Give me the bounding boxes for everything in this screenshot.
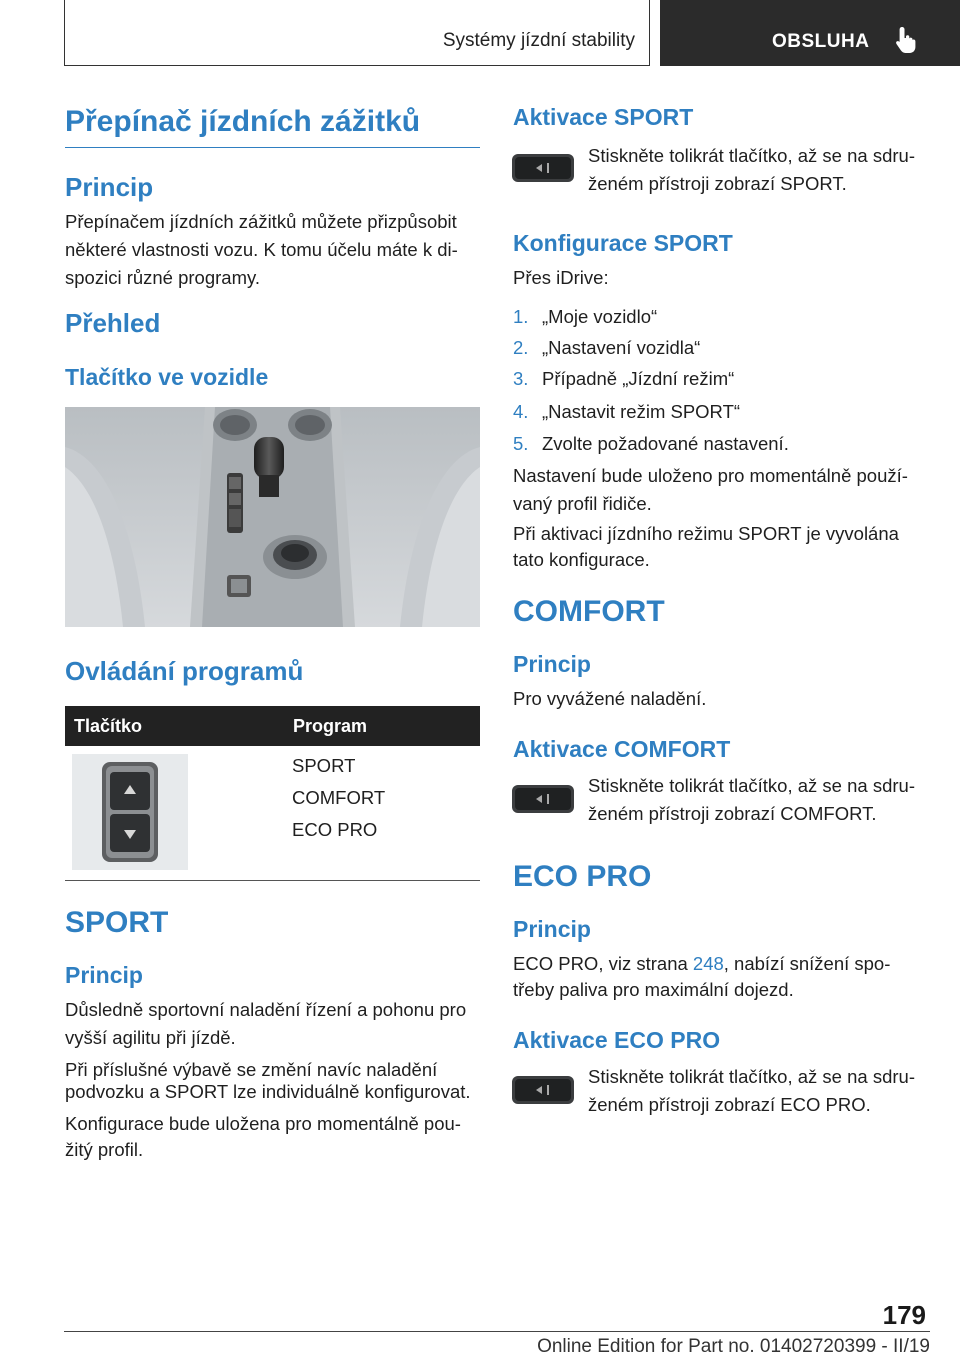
comfort-activation-text-1: Stiskněte tolikrát tlačítko, až se na sdru- <box>588 775 915 796</box>
step-1-number: 1. <box>513 306 529 327</box>
step-1-text: „Moje vozidlo“ <box>542 306 658 327</box>
comfort-principle-text: Pro vyvážené naladění. <box>513 688 707 709</box>
program-sport: SPORT <box>292 755 356 776</box>
via-idrive-text: Přes iDrive: <box>513 267 609 288</box>
comfort-principle-heading: Princip <box>513 651 591 677</box>
sport-text-3a: Konfigurace bude uložena pro momentálně pou- <box>65 1113 461 1134</box>
button-in-vehicle-heading: Tlačítko ve vozidle <box>65 364 269 390</box>
step-2-number: 2. <box>513 337 529 358</box>
hand-pointer-icon <box>893 25 921 55</box>
principle-text-line-1: Přepínačem jízdních zážitků můžete přizpůsobit <box>65 211 457 232</box>
sport-text-1b: vyšší agilitu při jízdě. <box>65 1027 236 1048</box>
sport-activation-text-2: ženém přístroji zobrazí SPORT. <box>588 173 847 194</box>
table-col-program: Program <box>293 716 368 736</box>
step-3-text: Případně „Jízdní režim“ <box>542 368 735 389</box>
page-link-248[interactable]: 248 <box>692 953 724 974</box>
sport-principle-heading: Princip <box>65 962 143 988</box>
sport-text-2b: podvozku a SPORT lze individuálně konfigurovat. <box>65 1081 471 1102</box>
step-4-text: „Nastavit režim SPORT“ <box>542 401 741 422</box>
step-5-text: Zvolte požadované nastavení. <box>542 433 789 454</box>
recall-text-1: Při aktivaci jízdního režimu SPORT je vyvolána <box>513 523 899 544</box>
mode-button-icon-eco <box>512 1074 574 1106</box>
eco-principle-text-1 <box>513 950 890 978</box>
sport-text-3b: žitý profil. <box>65 1139 144 1160</box>
saved-text-2: vaný profil řidiče. <box>513 493 652 514</box>
center-console-illustration <box>65 407 480 627</box>
page-number: 179 <box>882 1300 926 1330</box>
program-eco-pro: ECO PRO <box>292 819 378 840</box>
table-col-button: Tlačítko <box>74 716 143 736</box>
eco-activation-text-1: Stiskněte tolikrát tlačítko, až se na sdru- <box>588 1066 915 1087</box>
step-5-number: 5. <box>513 433 529 454</box>
step-4-number: 4. <box>513 401 529 422</box>
header-chapter-title: OBSLUHA <box>772 31 870 52</box>
programs-heading: Ovládání programů <box>65 656 304 686</box>
header-section-box <box>64 0 650 66</box>
step-3-number: 3. <box>513 368 529 389</box>
page-title: Přepínač jízdních zážitků <box>65 105 421 138</box>
overview-heading: Přehled <box>65 308 161 338</box>
sport-text-1a: Důsledně sportovní naladění řízení a pohonu pro <box>65 999 467 1020</box>
step-2-text: „Nastavení vozidla“ <box>542 337 701 358</box>
mode-button-icon-sport <box>512 152 574 184</box>
title-underline <box>65 147 480 148</box>
eco-activation-text-2: ženém přístroji zobrazí ECO PRO. <box>588 1094 871 1115</box>
header-section-title: Systémy jízdní stability <box>442 30 635 51</box>
comfort-heading: COMFORT <box>513 595 665 628</box>
driving-mode-switch-illustration <box>72 754 188 870</box>
recall-text-2: tato konfigurace. <box>513 549 650 570</box>
center-console-photo <box>65 407 480 627</box>
program-comfort: COMFORT <box>292 787 386 808</box>
eco-text-post: , nabízí snížení spo- <box>723 953 891 974</box>
sport-activation-text-1: Stiskněte tolikrát tlačítko, až se na sdru- <box>588 145 915 166</box>
sport-config-heading: Konfigurace SPORT <box>513 230 733 256</box>
sport-activation-heading: Aktivace SPORT <box>513 104 694 130</box>
sport-heading: SPORT <box>65 906 169 939</box>
driving-mode-button-image <box>72 754 188 870</box>
comfort-activation-text-2: ženém přístroji zobrazí COMFORT. <box>588 803 877 824</box>
eco-principle-text-2: třeby paliva pro maximální dojezd. <box>513 979 794 1000</box>
eco-pro-heading: ECO PRO <box>513 860 652 893</box>
sport-text-2a: Při příslušné výbavě se změní navíc naladění <box>65 1059 438 1080</box>
eco-text-pre: ECO PRO, viz strana <box>513 953 693 974</box>
principle-text-line-3: spozici různé programy. <box>65 267 261 288</box>
programs-table-header <box>65 706 480 746</box>
saved-text-1: Nastavení bude uloženo pro momentálně použí- <box>513 465 908 486</box>
principle-heading: Princip <box>65 172 154 202</box>
eco-activation-heading: Aktivace ECO PRO <box>513 1027 721 1053</box>
eco-principle-heading: Princip <box>513 916 591 942</box>
table-bottom-rule <box>65 880 480 881</box>
footer-rule <box>64 1331 930 1332</box>
mode-button-icon-comfort <box>512 783 574 815</box>
principle-text-line-2: některé vlastnosti vozu. K tomu účelu máte k di- <box>65 239 458 260</box>
comfort-activation-heading: Aktivace COMFORT <box>513 736 731 762</box>
footer-edition: Online Edition for Part no. 01402720399 - II/19 <box>537 1336 930 1357</box>
